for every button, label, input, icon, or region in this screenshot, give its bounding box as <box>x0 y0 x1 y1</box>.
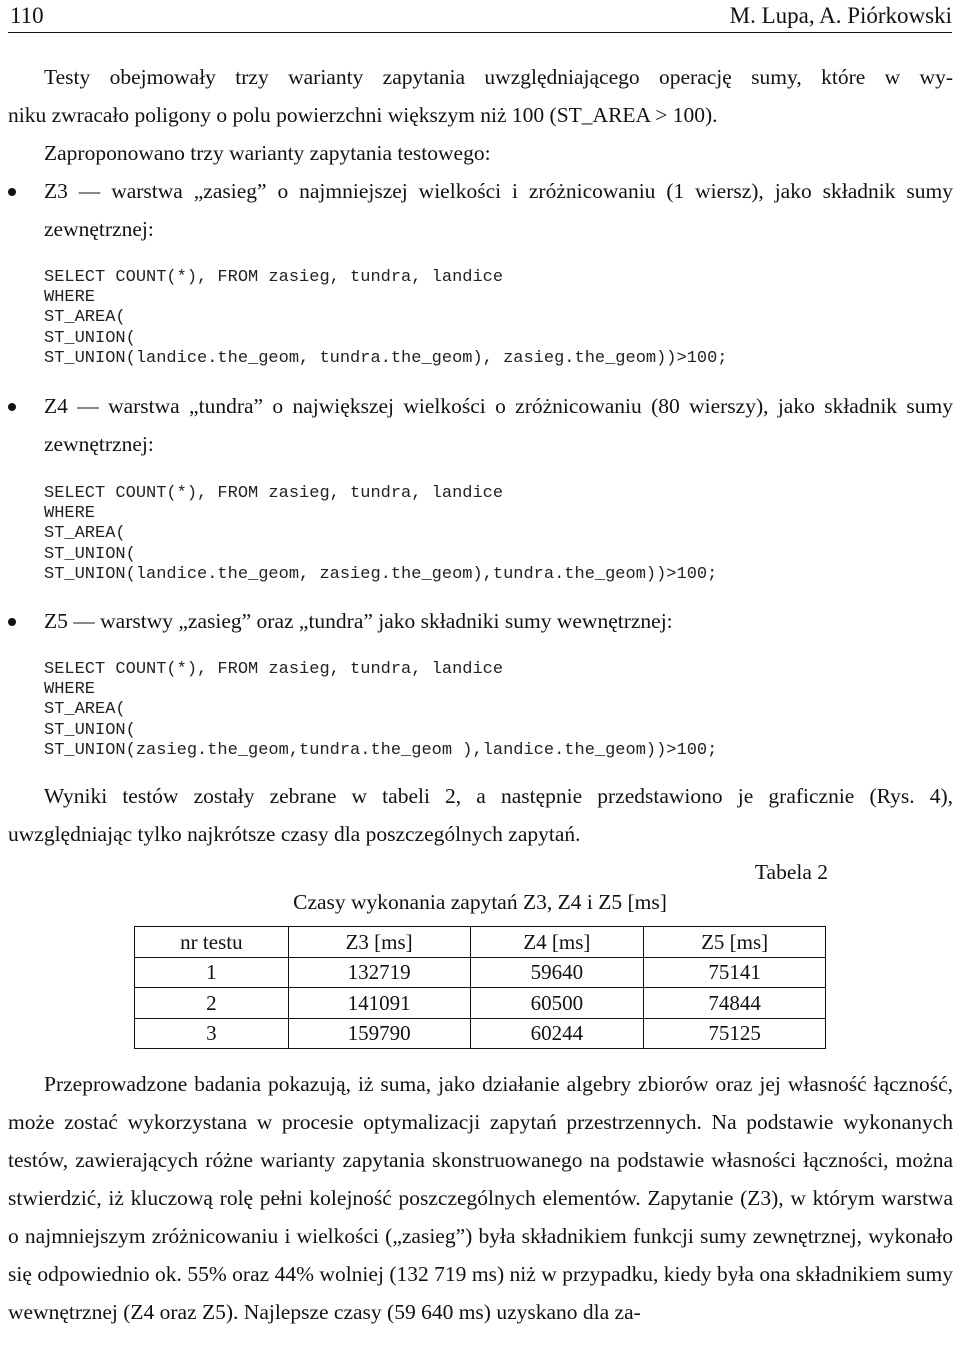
header-cell: Z5 [ms] <box>644 927 826 958</box>
table-row <box>135 1018 826 1049</box>
table-header-row <box>135 927 826 958</box>
table-cell: 1 <box>135 957 289 988</box>
results-table <box>134 926 826 1049</box>
table-label: Tabela 2 <box>754 860 828 884</box>
variant-z5-sql: SELECT COUNT(*), FROM zasieg, tundra, landice WHERE ST_AREA( ST_UNION( ST_UNION(zasieg.the_geom,tundra.the_geom ),landice.the_geom))>100; <box>44 660 718 760</box>
bullet-icon <box>8 618 16 626</box>
table-row <box>135 988 826 1019</box>
table-row <box>135 957 826 988</box>
table-cell: 75141 <box>644 957 826 988</box>
intro-line-1: Testy obejmowały trzy warianty zapytania uwzględniającego operację sumy, które w wy- <box>44 65 953 89</box>
page-number: 110 <box>10 3 44 28</box>
table-cell: 159790 <box>288 1018 470 1049</box>
header-cell: Z3 [ms] <box>288 927 470 958</box>
variant-z3-sql: SELECT COUNT(*), FROM zasieg, tundra, landice WHERE ST_AREA( ST_UNION( ST_UNION(landice.the_geom, tundra.the_geom), zasieg.the_geom))>100; <box>44 268 728 368</box>
intro-line-2: niku zwracało poligony o polu powierzchni większym niż 100 (ST_AREA > 100). <box>8 103 718 127</box>
table-caption: Czasy wykonania zapytań Z3, Z4 i Z5 [ms] <box>293 890 667 914</box>
table-cell: 60500 <box>470 988 644 1019</box>
table-cell: 2 <box>135 988 289 1019</box>
header-cell: Z4 [ms] <box>470 927 644 958</box>
variant-z3-text: Z3 ― warstwa „zasieg” o najmniejszej wielkości i zróżnicowaniu (1 wiersz), jako składnik sumy zewnętrznej: <box>44 179 953 241</box>
table-cell: 59640 <box>470 957 644 988</box>
variant-z5-text: Z5 ― warstwy „zasieg” oraz „tundra” jako składniki sumy wewnętrznej: <box>44 609 673 633</box>
results-paragraph: Wyniki testów zostały zebrane w tabeli 2, a następnie przedstawiono je graficznie (Rys. 4), uwzględniając tylko najkrótsze czasy dla poszczególnych zapytań. <box>8 784 953 846</box>
variant-z5 <box>8 602 953 640</box>
table-cell: 75125 <box>644 1018 826 1049</box>
variant-z4 <box>8 387 953 463</box>
variant-z4-text: Z4 ― warstwa „tundra” o największej wielkości o zróżnicowaniu (80 wierszy), jako składnik sumy zewnętrznej: <box>44 394 953 456</box>
bullet-icon <box>8 403 16 411</box>
page-header <box>8 2 952 33</box>
table-cell: 132719 <box>288 957 470 988</box>
variant-z3 <box>8 172 953 248</box>
running-head-authors: M. Lupa, A. Piórkowski <box>729 3 952 28</box>
table-cell: 3 <box>135 1018 289 1049</box>
header-cell: nr testu <box>135 927 289 958</box>
intro-line-3: Zaproponowano trzy warianty zapytania testowego: <box>44 141 491 165</box>
conclusion-paragraph: Przeprowadzone badania pokazują, iż suma, jako działanie algebry zbiorów oraz jej własność łączność, może zostać wykorzystana w procesie optymalizacji zapytań przestrzennych. Na podstawie wykonanych testów, zawierających różne warianty zapytania skonstruowanego na podstawie własności łączności, można stwierdzić, iż kluczową rolę pełni kolejność poszczególnych elementów. Zapytanie (Z3), w którym warstwa o najmniejszym zróżnicowaniu i wielkości („zasieg”) była składnikiem funkcji sumy zewnętrznej, wykonało się odpowiednio ok. 55% oraz 44% wolniej (132 719 ms) niż w przypadku, kiedy była ona składnikiem sumy wewnętrznej (Z4 oraz Z5). Najlepsze czasy (59 640 ms) uzyskano dla za- <box>8 1072 953 1324</box>
table-cell: 60244 <box>470 1018 644 1049</box>
bullet-icon <box>8 188 16 196</box>
variant-z4-sql: SELECT COUNT(*), FROM zasieg, tundra, landice WHERE ST_AREA( ST_UNION( ST_UNION(landice.the_geom, zasieg.the_geom),tundra.the_geom))>100; <box>44 484 718 584</box>
table-cell: 141091 <box>288 988 470 1019</box>
table-cell: 74844 <box>644 988 826 1019</box>
